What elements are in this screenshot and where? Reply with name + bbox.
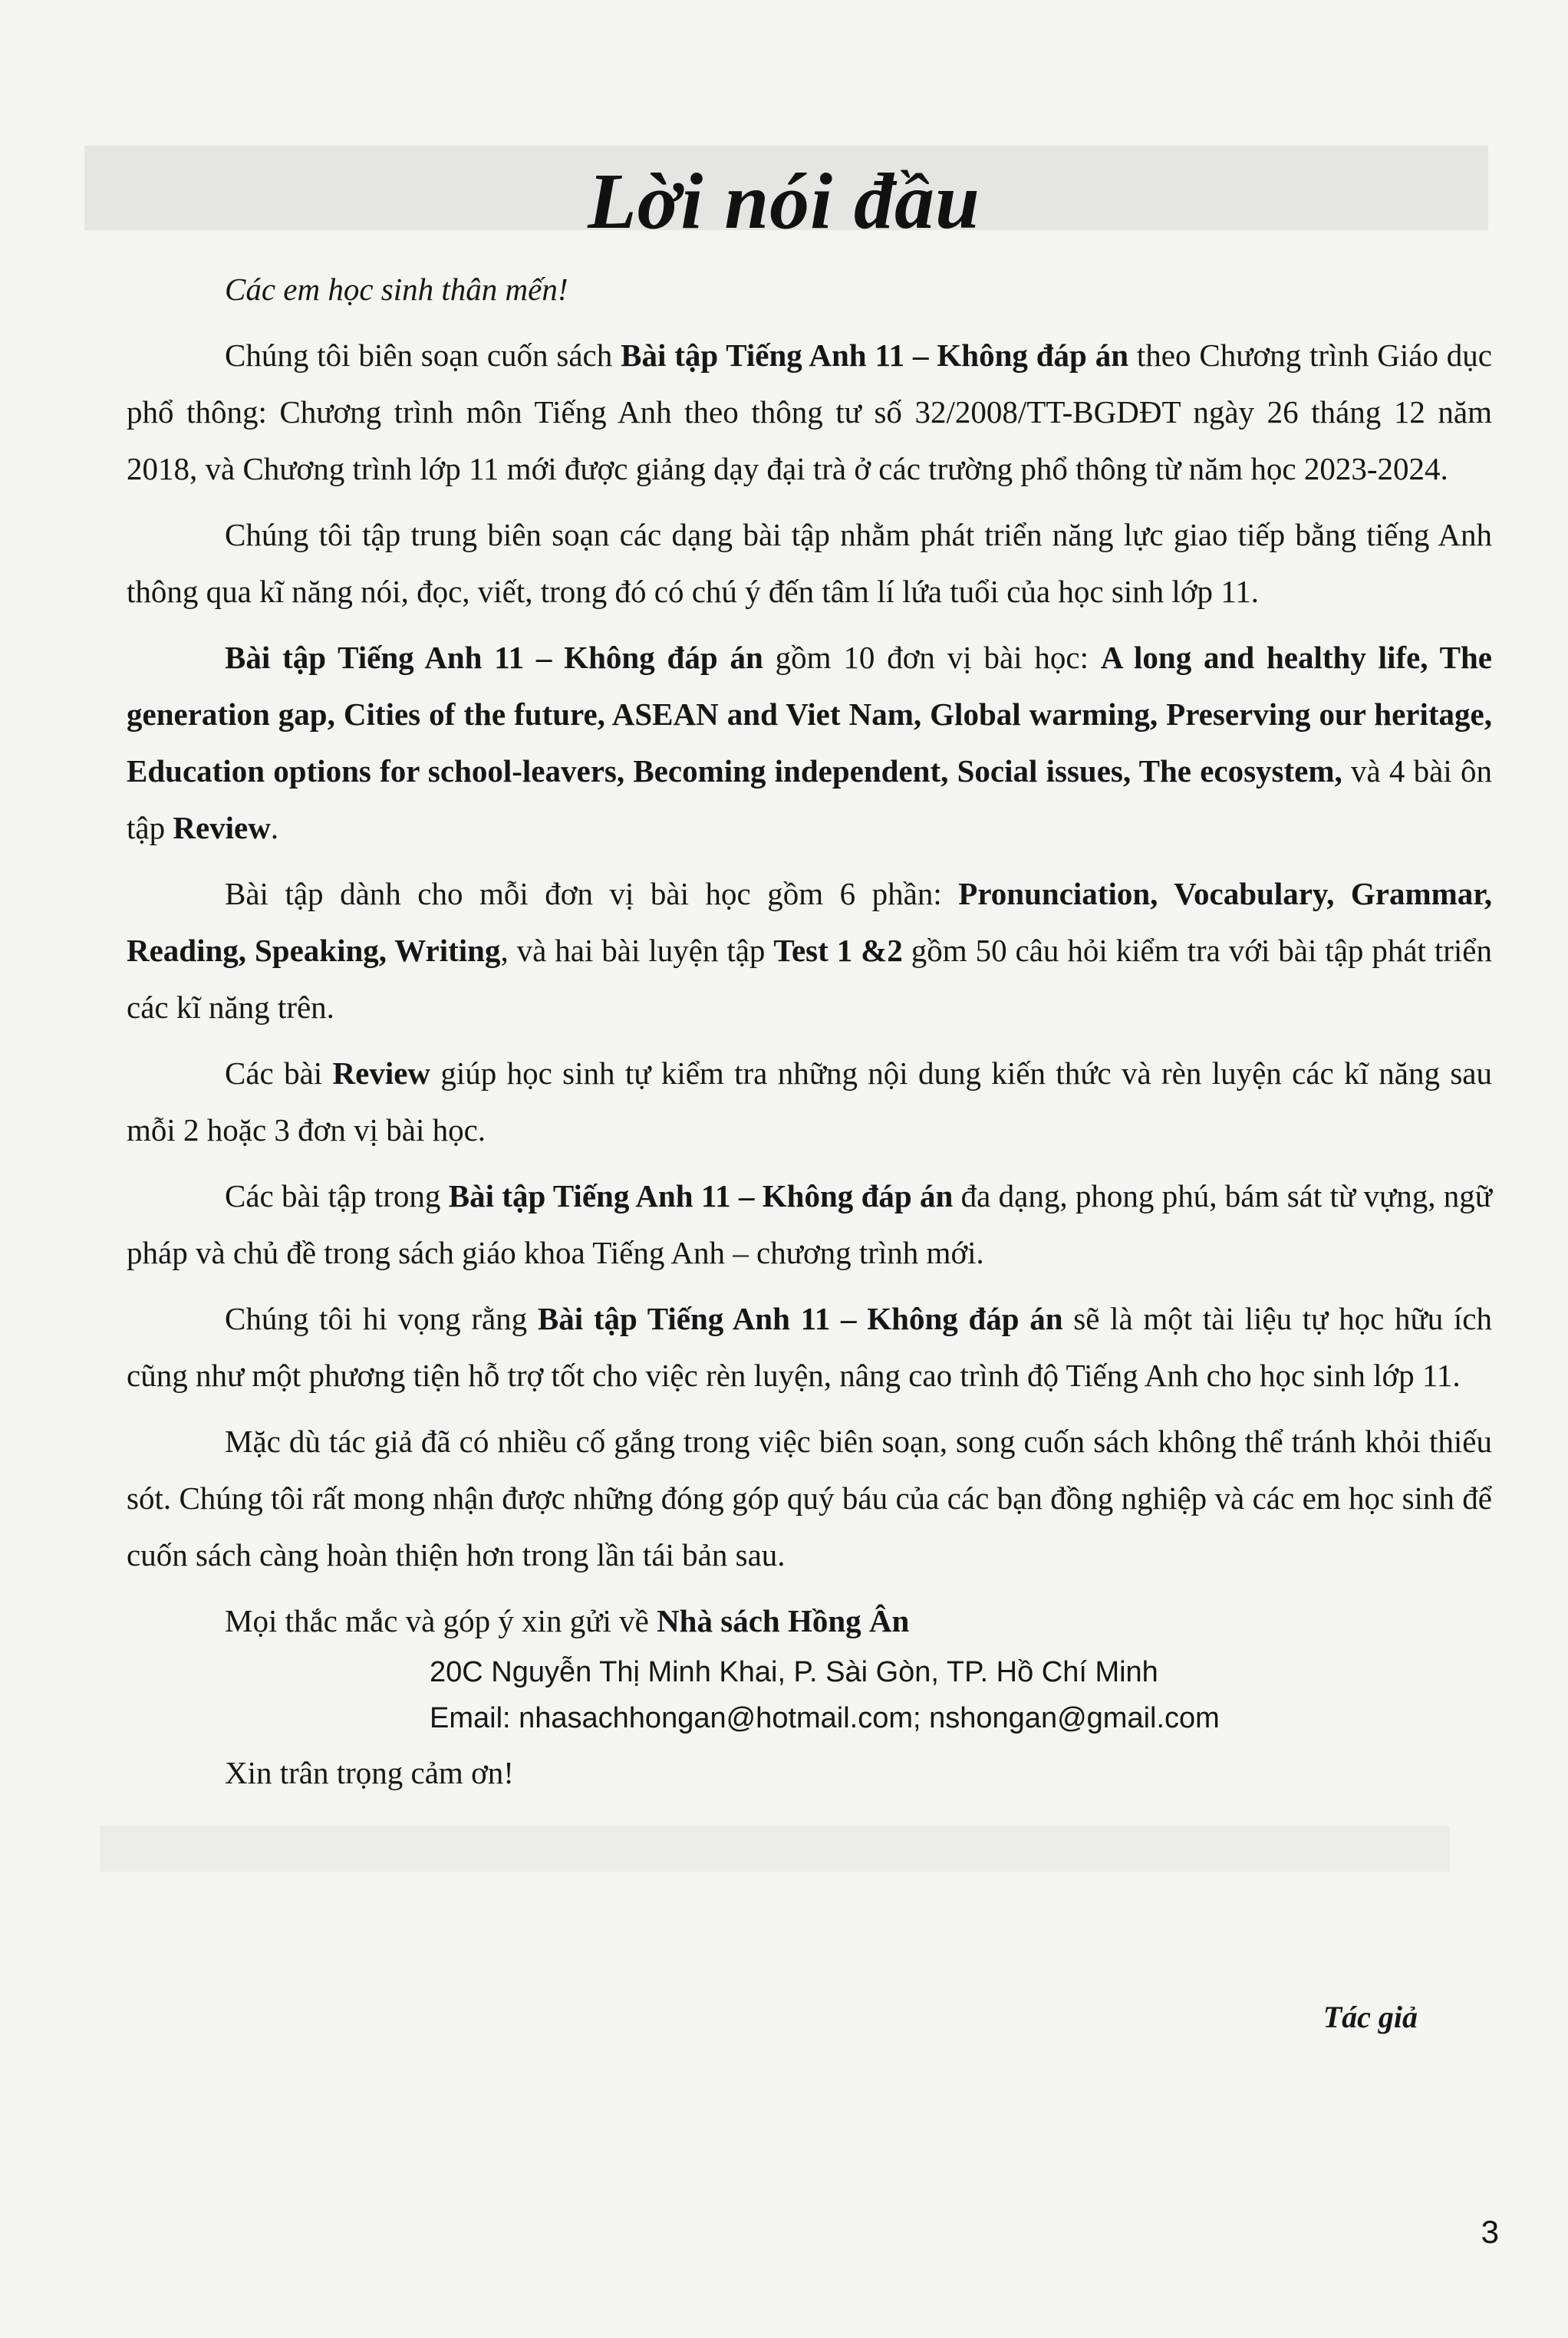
paragraph-4-text-2: , và hai bài luyện tập: [500, 933, 774, 968]
page-number: 3: [1481, 2214, 1499, 2250]
paragraph-6-text-1: Các bài tập trong: [225, 1178, 449, 1213]
paragraph-1-text-1: Chúng tôi biên soạn cuốn sách: [225, 338, 621, 373]
review-bold: Review: [173, 810, 271, 845]
contact-intro: [127, 1592, 1492, 1649]
book-title-bold: Bài tập Tiếng Anh 11 – Không đáp án: [225, 640, 763, 675]
paragraph-2: [127, 506, 1492, 620]
review-bold: Review: [332, 1055, 431, 1091]
publisher-email: Email: nhasachhongan@hotmail.com; nshongan@gmail.com: [430, 1702, 1220, 1734]
paragraph-5-text-1: Các bài: [225, 1055, 333, 1091]
paragraph-7-text-2: sẽ là một tài liệu tự học hữu ích cũng như một phương tiện hỗ trợ tốt cho việc rèn luyện, nâng cao trình độ Tiếng Anh cho học sinh lớp 11.: [127, 1301, 1492, 1393]
publisher-address: 20C Nguyễn Thị Minh Khai, P. Sài Gòn, TP. Hồ Chí Minh: [430, 1656, 1158, 1688]
paragraph-6: [127, 1167, 1492, 1281]
paragraph-1-text-2: theo Chương trình Giáo dục phổ thông: Chương trình môn Tiếng Anh theo thông tư số 32/2008/TT-BGDĐT ngày 26 tháng 12 năm 2018, và Chương trình lớp 11 mới được giảng dạy đại trà ở các trường phổ thông từ năm học 2023-2024.: [127, 338, 1493, 486]
book-title-bold: Bài tập Tiếng Anh 11 – Không đáp án: [448, 1178, 954, 1213]
paragraph-5-text-2: giúp học sinh tự kiểm tra những nội dung kiến thức và rèn luyện các kĩ năng sau mỗi 2 hoặc 3 đơn vị bài học.: [127, 1055, 1492, 1148]
author-signature: Tác giả: [1323, 2000, 1418, 2034]
paragraph-4: [127, 865, 1492, 1036]
paragraph-4-text-3: gồm 50 câu hỏi kiểm tra với bài tập phát triển các kĩ năng trên.: [127, 933, 1492, 1025]
paragraph-3-text-3: .: [270, 810, 279, 845]
paragraph-4-text-1: Bài tập dành cho mỗi đơn vị bài học gồm 6 phần:: [225, 876, 959, 911]
paragraph-1: [127, 327, 1492, 497]
paragraph-7-text-1: Chúng tôi hi vọng rằng: [225, 1301, 538, 1336]
paragraph-3-text-1: gồm 10 đơn vị bài học:: [763, 640, 1101, 675]
publisher-name: Nhà sách Hồng Ân: [657, 1603, 910, 1638]
page-title: Lời nói đầu: [588, 156, 980, 245]
book-title-bold: Bài tập Tiếng Anh 11 – Không đáp án: [537, 1301, 1063, 1336]
paragraph-3: [127, 629, 1492, 856]
paragraph-5: [127, 1045, 1492, 1158]
skills-list-bold: Pronunciation, Vocabulary, Grammar, Reading, Speaking, Writing: [127, 876, 1492, 968]
paragraph-6-text-2: đa dạng, phong phú, bám sát từ vựng, ngữ pháp và chủ đề trong sách giáo khoa Tiếng Anh – chương trình mới.: [127, 1178, 1492, 1270]
greeting: Các em học sinh thân mến!: [225, 272, 568, 307]
paragraph-3-text-2: và 4 bài ôn tập: [127, 753, 1492, 845]
contact-intro-text: Mọi thắc mắc và góp ý xin gửi về: [225, 1603, 657, 1638]
paragraph-8-text-1: Mặc dù tác giả đã có nhiều cố gắng trong việc biên soạn, song cuốn sách không thể tránh khỏi thiếu sót. Chúng tôi rất mong nhận được những đóng góp quý báu của các bạn đồng nghiệp và các em học sinh để cuốn sách càng hoàn thiện hơn trong lần tái bản sau.: [127, 1424, 1492, 1572]
paragraph-7: [127, 1290, 1492, 1404]
paragraph-2-text-1: Chúng tôi tập trung biên soạn các dạng bài tập nhằm phát triển năng lực giao tiếp bằng tiếng Anh thông qua kĩ năng nói, đọc, viết, trong đó có chú ý đến tâm lí lứa tuổi của học sinh lớp 11.: [127, 517, 1492, 609]
unit-list-bold: A long and healthy life, The generation gap, Cities of the future, ASEAN and Viet Nam, Global warming, Preserving our heritage, Education options for school-leavers, Becoming independent, Social issues, The ecosystem,: [127, 640, 1492, 789]
paragraph-8: [127, 1413, 1492, 1583]
show-through-shadow-bottom: [100, 1826, 1450, 1872]
book-title-bold: Bài tập Tiếng Anh 11 – Không đáp án: [621, 338, 1129, 373]
test-bold: Test 1 &2: [773, 933, 903, 968]
preface-body: [127, 261, 1492, 1801]
thanks-line: Xin trân trọng cảm ơn!: [225, 1755, 514, 1790]
